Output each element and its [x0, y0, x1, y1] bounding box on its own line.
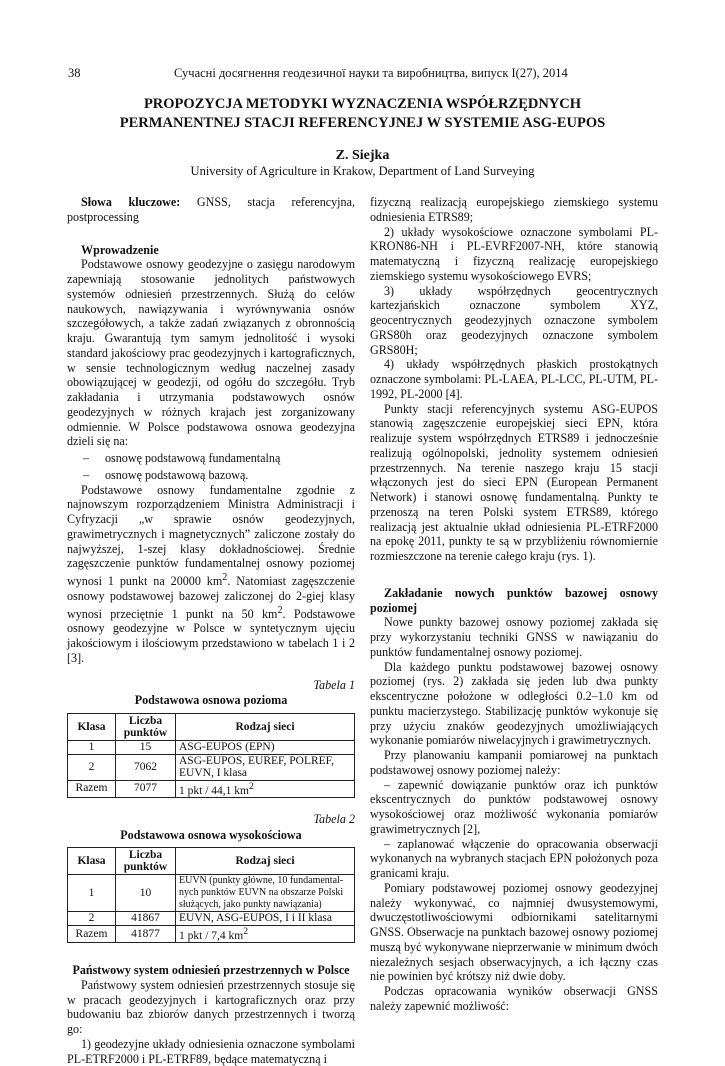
table-header: Liczba punktów — [116, 714, 176, 741]
paragraph: 4) układy współrzędnych płaskich prostokątnych oznaczone symbolami: PL-LAEA, PL-LCC, PL-UTM, PL-1992, PL-2000 [4]. — [370, 357, 658, 401]
table-row: 1 15 ASG-EUPOS (EPN) — [68, 741, 355, 755]
table-header: Klasa — [68, 714, 116, 741]
section-heading-new-points: Zakładanie nowych punktów bazowej osnowy poziomej — [370, 585, 658, 615]
table-header: Rodzaj sieci — [176, 714, 355, 741]
table2-title: Podstawowa osnowa wysokościowa — [120, 827, 302, 842]
paragraph: – zapewnić dowiązanie punktów oraz ich punktów ekscentrycznych do punktów podstawowej osnowy wysokościowej oraz możliwość wykonania pomiarów grawimetrycznych [2], — [370, 777, 658, 836]
table-sum-row: Razem 7077 1 pkt / 44,1 $km^2$ — [68, 780, 355, 797]
paragraph: Punkty stacji referencyjnych systemu ASG-EUPOS stanowią zagęszczenie europejskiej sieci EPN, która realizuje system współrzędnych ETRS89 i jednocześnie realizują ogólnopolski, jednolity systemem odniesień przestrzennych. Na terenie naszego kraju 15 stacji włączonych jest do sieci EPN (European Permanent Network) i stanowi osnowę fundamentalną. Punkty te przenoszą na teren Polski system ETRS89, którego realizacją jest aktualnie układ odniesienia PL-ETRF2000 na epokę 2011, punkty te są w przybliżeniu równomiernie rozmieszczone na terenie całego kraju (rys. 1). — [370, 401, 658, 563]
title-line-2: PERMANENTNEJ STACJI REFERENCYJNEJ W SYSTEMIE ASG-EUPOS — [119, 115, 606, 131]
keywords — [67, 195, 355, 225]
left-column — [67, 195, 355, 1066]
section-heading-reference-system: Państwowy system odniesień przestrzennych w Polsce — [72, 963, 350, 978]
paragraph: 1) geodezyjne układy odniesienia oznaczone symbolami PL-ETRF2000 i PL-ETRF89, będące matematyczną i — [67, 1036, 355, 1066]
list-item — [67, 451, 355, 466]
list-item — [67, 468, 355, 483]
section-heading-intro: Wprowadzenie — [81, 242, 159, 257]
paragraph: fizyczną realizacją europejskiego ziemskiego systemu odniesienia ETRS89; — [370, 195, 658, 224]
dash-marker: – — [83, 467, 90, 482]
paragraph: Dla każdego punktu podstawowej bazowej osnowy poziomej (rys. 2) zakłada się jeden lub dwa punkty ekscentryczne położone w odległości 0.2–1.0 km od punktu macierzystego. Stabilizację punktów wykonuje się przy użyciu znaków geodezyjnych umożliwiających wykonanie pomiarów niwelacyjnych i grawimetrycznych. — [370, 659, 658, 748]
title-line-1: PROPOZYCJA METODYKI WYZNACZENIA WSPÓŁRZĘDNYCH — [143, 96, 582, 112]
table-vertical-network — [67, 847, 355, 943]
article-title — [60, 95, 665, 133]
table-horizontal-network — [67, 713, 355, 798]
keywords-label: Słowa kluczowe: — [81, 195, 181, 209]
author: Z. Siejka — [335, 148, 390, 163]
table-row: 1 10 EUVN (punkty główne, 10 fundamental-nych punktów EUVN na obszarze Polski służących, jako punkty nawiązania) — [68, 875, 355, 912]
paragraph: Podczas opracowania wyników obserwacji GNSS należy zapewnić możliwość: — [370, 984, 658, 1013]
right-column — [370, 195, 658, 1014]
table1-caption: Tabela 1 — [313, 677, 355, 692]
affiliation: University of Agriculture in Krakow, Department of Land Surveying — [190, 164, 535, 178]
table1-title: Podstawowa osnowa pozioma — [134, 693, 288, 708]
paragraph: – zaplanować włączenie do opracowania obserwacji wykonanych na wybranych stacjach EPN położonych poza granicami kraju. — [370, 836, 658, 880]
table-sum-row: Razem 41877 1 pkt / 7,4 $km^2$ — [68, 925, 355, 942]
paragraph: Państwowy system odniesień przestrzennych stosuje się w pracach geodezyjnych i kartograficznych oraz przy budowaniu baz zbiorów danych przestrzennych i tworzą go: — [67, 977, 355, 1037]
dash-marker: – — [83, 451, 90, 465]
table-row: 2 41867 EUVN, ASG-EUPOS, I i II klasa — [68, 912, 355, 926]
list-item-text: osnowę podstawową fundamentalną — [105, 451, 281, 465]
list-item-text: osnowę podstawową bazową. — [105, 467, 249, 482]
page-number: 38 — [68, 66, 81, 80]
paragraph: Przy planowaniu kampanii pomiarowej na punktach podstawowej osnowy poziomej należy: — [370, 748, 658, 777]
paragraph: 2) układy wysokościowe oznaczone symbolami PL-KRON86-NH i PL-EVRF2007-NH, które stanowią matematyczną i fizyczną realizację europejskiego ziemskiego systemu wysokościowego EVRS; — [370, 224, 658, 283]
intro-paragraph: Podstawowe osnowy geodezyjne o zasięgu narodowym zapewniają stosowanie jednolitych państwowych systemów odniesień przestrzennych. Służą do celów naukowych, nawiązywania i wyrównywania osnów szczegółowych, a także zadań związanych z obronnością kraju. Gwarantują tym samym jednolitość i wysoki standard jakościowy prac geodezyjnych i kartograficznych, w sensie technologicznym według naczelnej zasady obowiązującej w geodezji, od ogółu do szczegółu. Tryb zakładania i utrzymania podstawowych osnów geodezyjnych w różnych krajach jest zorganizowany odmiennie. W Polsce podstawowa osnowa geodezyjna dzieli się na: — [67, 257, 355, 449]
table-header: Rodzaj sieci — [176, 848, 355, 875]
table-header: Liczba punktów — [116, 848, 176, 875]
paragraph: Nowe punkty bazowej osnowy poziomej zakłada się przy wykorzystaniu techniki GNSS w nawiązaniu do punktów fundamentalnej osnowy poziomej. — [370, 615, 658, 659]
keywords-text: GNSS, stacja referencyjna, postprocessing — [67, 195, 355, 224]
table-header: Klasa — [68, 848, 116, 875]
paragraph: Pomiary podstawowej poziomej osnowy geodezyjnej należy wykonywać, co najmniej dwusystemowymi, dwuczęstotliwościowymi odbiornikami satelitarnymi GNSS. Obserwacje na punktach bazowej osnowy poziomej muszą być wykonywane nieprzerwanie w minimum dwóch niezależnych sesjach obserwacyjnych, a ich łączny czas nie powinien być krótszy niż dwie doby. — [370, 880, 658, 984]
table-row: 2 7062 ASG-EUPOS, EUREF, POLREF, EUVN, I klasa — [68, 754, 355, 780]
table2-caption: Tabela 2 — [313, 811, 355, 826]
paragraph-fundamental: Podstawowe osnowy fundamentalne zgodnie z najnowszym rozporządzeniem Ministra Administracji i Cyfryzacji „w sprawie osnów geodezyjnych, grawimetrycznych i magnetycznych” zaliczone zostały do najwyższej, 1-szej klasy dokładnościowej. Średnie zagęszczenie punktów fundamentalnej osnowy poziomej wynosi 1 punkt na 20000 $km^2$. Natomiast zagęszczenie osnowy podstawowej bazowej zaliczonej do 2-giej klasy wynosi przeciętnie 1 punkt na 50 $km^2$. Podstawowe osnowy geodezyjne w Polsce w syntetycznym ujęciu jakościowym i ilościowym przedstawiono w tabelach 1 i 2 [3]. — [67, 482, 355, 665]
journal-title: Сучасні досягнення геодезичної науки та виробництва, випуск I(27), 2014 — [174, 66, 568, 80]
paragraph: 3) układy współrzędnych geocentrycznych kartezjańskich oznaczone symbolem XYZ, geocentrycznych geodezyjnych oznaczone symbolem GRS80h oraz geodezyjnych oznaczone symbolem GRS80H; — [370, 283, 658, 357]
